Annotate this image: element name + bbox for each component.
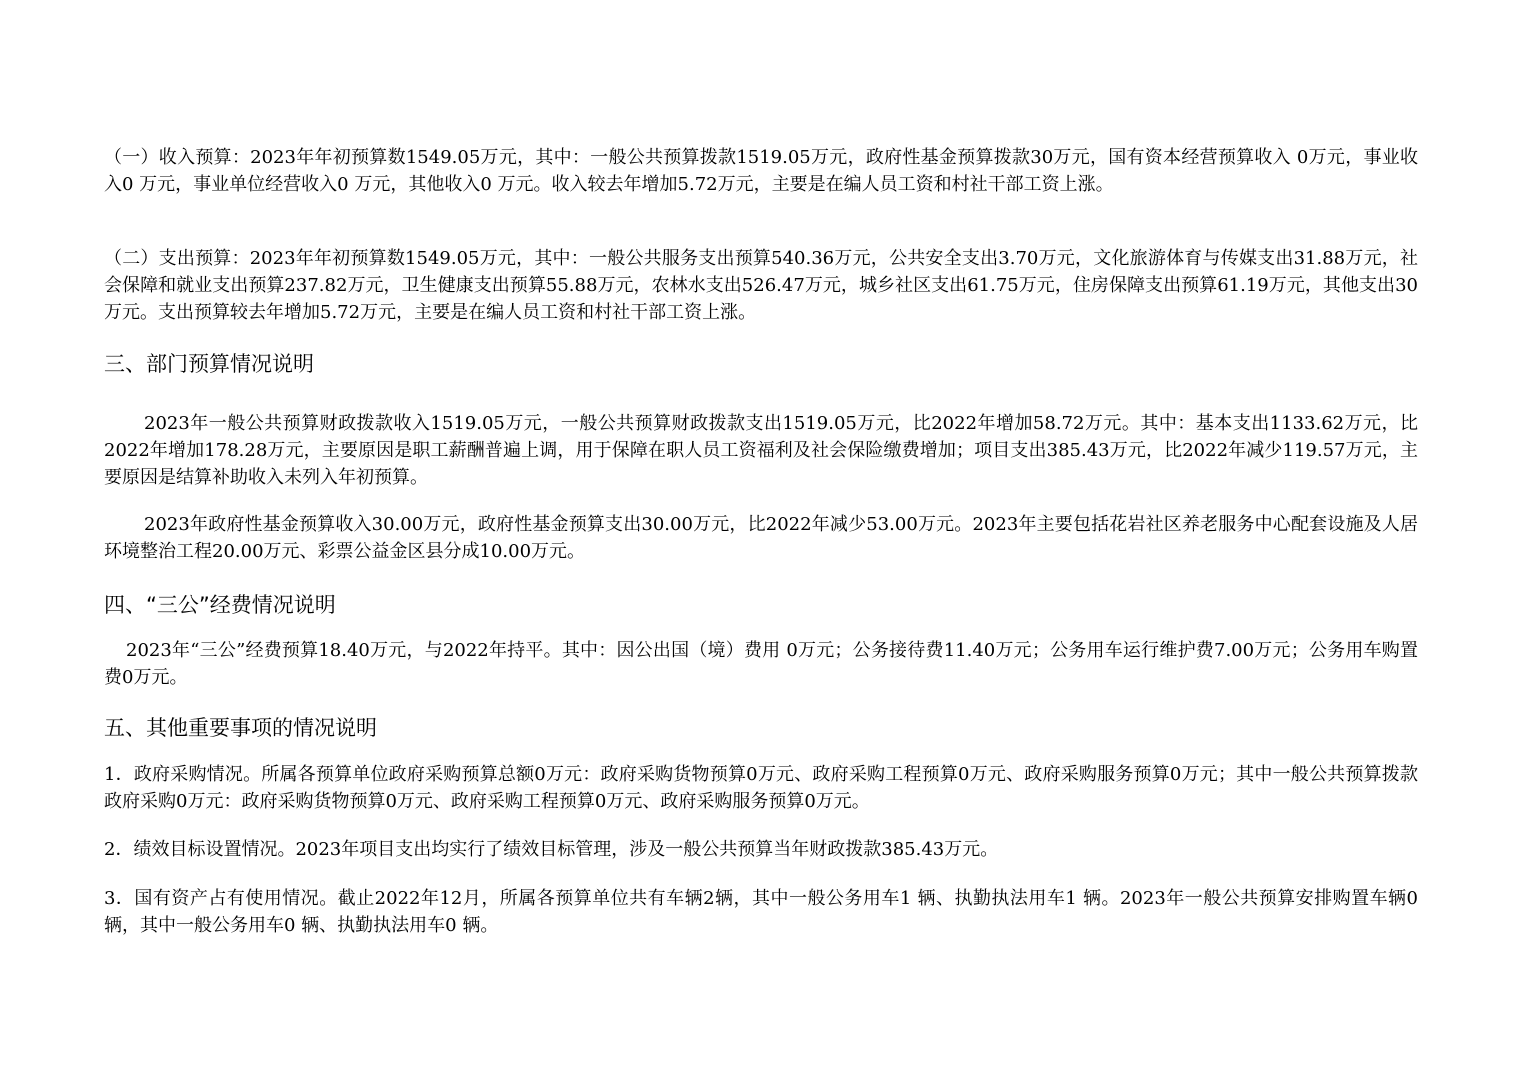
income-budget-paragraph: （一）收入预算：2023年年初预算数1549.05万元，其中：一般公共预算拨款1519.05万元，政府性基金预算拨款30万元，国有资本经营预算收入 0万元，事业收入0 万元，事业单位经营收入0 万元，其他收入0 万元。收入较去年增加5.72万元，主要是在编人员工资和村社干部工资上涨。 xyxy=(104,147,1418,195)
section-5-heading: 五、其他重要事项的情况说明 xyxy=(104,716,377,740)
procurement-paragraph: 1．政府采购情况。所属各预算单位政府采购预算总额0万元：政府采购货物预算0万元、政府采购工程预算0万元、政府采购服务预算0万元；其中一般公共预算拨款政府采购0万元：政府采购货物预算0万元、政府采购工程预算0万元、政府采购服务预算0万元。 xyxy=(104,764,1418,812)
expense-budget-paragraph: （二）支出预算：2023年年初预算数1549.05万元，其中：一般公共服务支出预算540.36万元，公共安全支出3.70万元，文化旅游体育与传媒支出31.88万元，社会保障和就业支出预算237.82万元，卫生健康支出预算55.88万元，农林水支出526.47万元，城乡社区支出61.75万元，住房保障支出预算61.19万元，其他支出30万元。支出预算较去年增加5.72万元，主要是在编人员工资和村社干部工资上涨。 xyxy=(104,248,1418,323)
assets-paragraph: 3．国有资产占有使用情况。截止2022年12月，所属各预算单位共有车辆2辆，其中一般公务用车1 辆、执勤执法用车1 辆。2023年一般公共预算安排购置车辆0辆，其中一般公务用车0 辆、执勤执法用车0 辆。 xyxy=(104,888,1418,936)
gov-fund-budget-paragraph: 2023年政府性基金预算收入30.00万元，政府性基金预算支出30.00万元，比2022年减少53.00万元。2023年主要包括花岩社区养老服务中心配套设施及人居环境整治工程20.00万元、彩票公益金区县分成10.00万元。 xyxy=(104,514,1418,562)
section-3-heading: 三、部门预算情况说明 xyxy=(104,352,314,376)
performance-paragraph: 2．绩效目标设置情况。2023年项目支出均实行了绩效目标管理，涉及一般公共预算当年财政拨款385.43万元。 xyxy=(104,839,999,860)
section-4-heading: 四、“三公”经费情况说明 xyxy=(104,593,336,617)
general-public-budget-paragraph: 2023年一般公共预算财政拨款收入1519.05万元，一般公共预算财政拨款支出1519.05万元，比2022年增加58.72万元。其中：基本支出1133.62万元，比2022年增加178.28万元，主要原因是职工薪酬普遍上调，用于保障在职人员工资福利及社会保险缴费增加；项目支出385.43万元，比2022年减少119.57万元，主要原因是结算补助收入未列入年初预算。 xyxy=(104,413,1418,488)
document-page xyxy=(104,0,1418,1074)
three-public-funds-paragraph: 2023年“三公”经费预算18.40万元，与2022年持平。其中：因公出国（境）费用 0万元；公务接待费11.40万元；公务用车运行维护费7.00万元；公务用车购置费0万元。 xyxy=(104,640,1418,688)
